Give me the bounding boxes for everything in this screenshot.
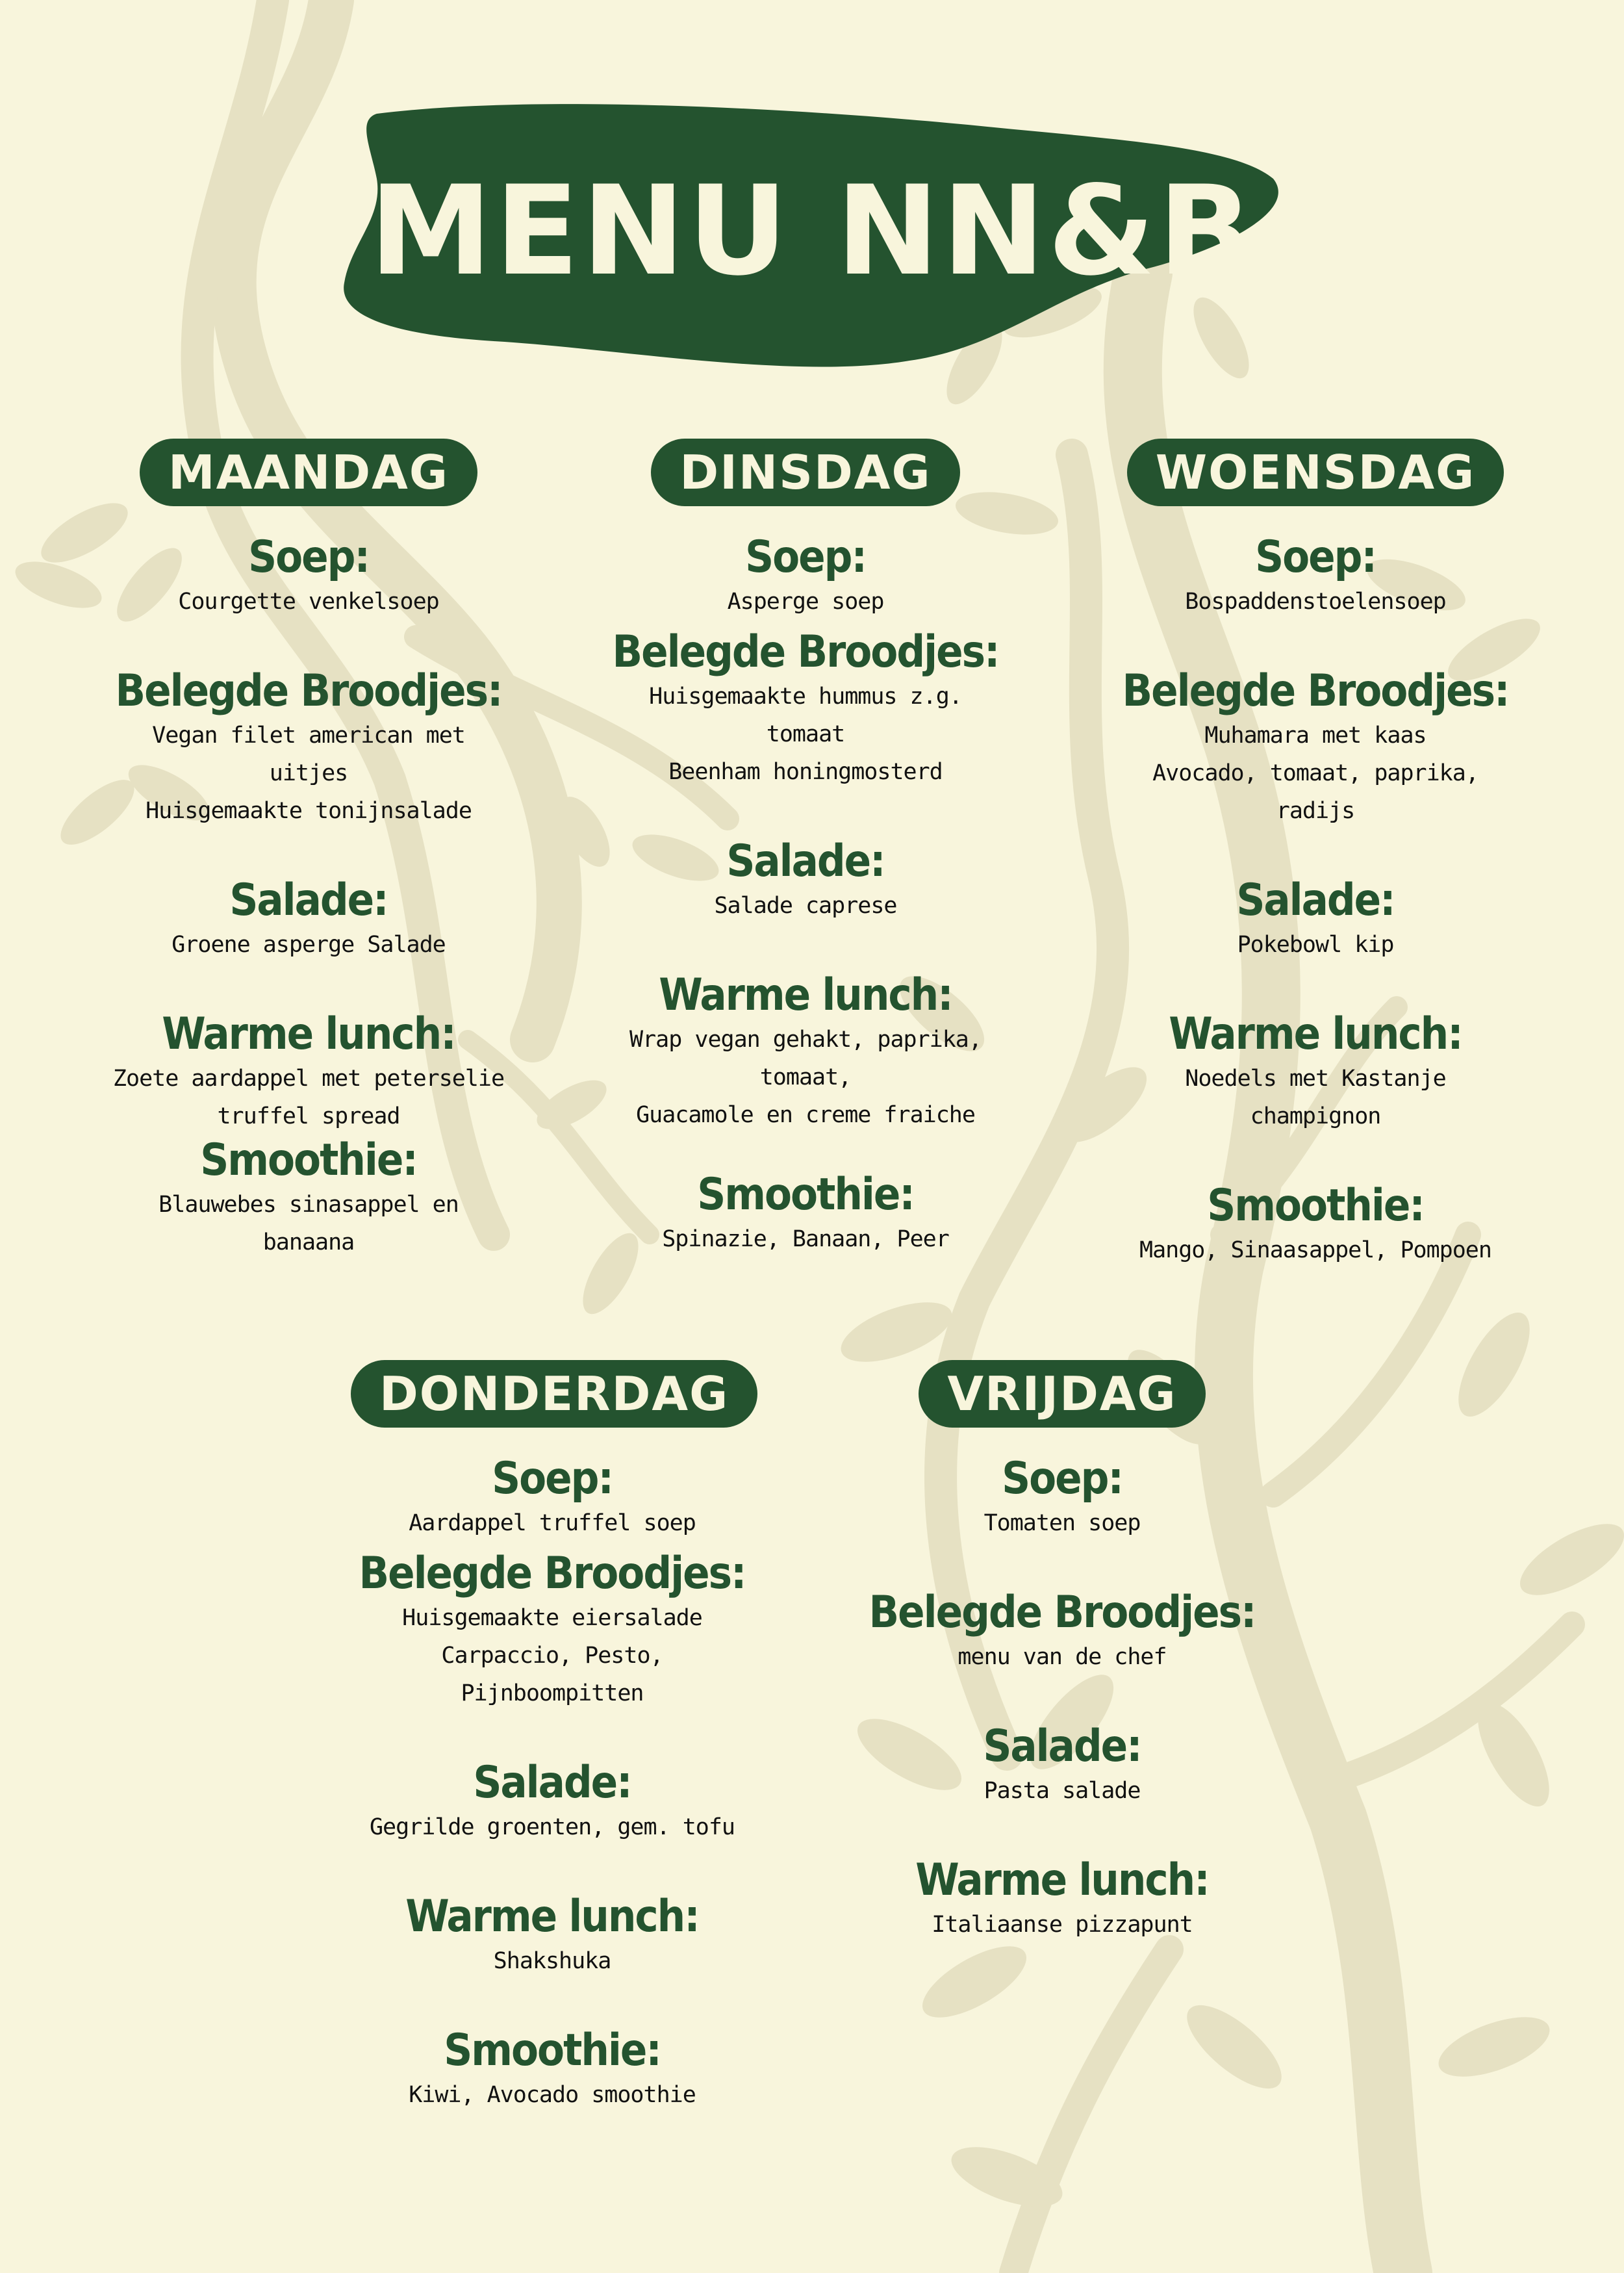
menu-section: [864, 1855, 1260, 1944]
section-label: Belegde Broodjes:: [869, 1587, 1256, 1638]
section-label: Smoothie:: [200, 1135, 417, 1186]
menu-item: Kiwi, Avocado smoothie: [409, 2082, 696, 2108]
section-label: Smoothie:: [444, 2025, 661, 2076]
section-label: Salade:: [229, 875, 388, 926]
section-label: Soep:: [1255, 532, 1376, 583]
menu-item: Blauwebes sinasappel en banaana: [159, 1192, 459, 1255]
menu-section: [351, 1758, 754, 1846]
menu-section: [604, 970, 1007, 1134]
menu-item: Huisgemaakte eiersalade: [402, 1605, 702, 1631]
section-label: Warme lunch:: [915, 1855, 1209, 1906]
menu-item: Vegan filet american met uitjes: [152, 723, 465, 786]
menu-section: [110, 666, 507, 830]
day-column-woensdag: [1117, 439, 1514, 1269]
section-label: Salade:: [983, 1721, 1141, 1772]
menu-item: Huisgemaakte tonijnsalade: [146, 798, 472, 824]
menu-section: [1117, 666, 1514, 830]
menu-section: [604, 627, 1007, 791]
menu-item: Aardappel truffel soep: [409, 1510, 696, 1536]
section-label: Salade:: [726, 836, 885, 887]
day-badge: VRIJDAG: [919, 1360, 1205, 1428]
menu-section: [1117, 1009, 1514, 1135]
menu-section: [110, 1135, 507, 1261]
day-badge: DONDERDAG: [351, 1360, 757, 1428]
menu-item: Italiaanse pizzapunt: [932, 1912, 1193, 1938]
menu-item: Pasta salade: [983, 1778, 1141, 1804]
day-column-donderdag: [351, 1360, 754, 2114]
menu-section: [1117, 532, 1514, 621]
section-label: Belegde Broodjes:: [359, 1548, 746, 1599]
menu-item: Gegrilde groenten, gem. tofu: [369, 1814, 735, 1840]
section-label: Warme lunch:: [1169, 1008, 1462, 1060]
day-badge: MAANDAG: [140, 439, 477, 506]
menu-section: [604, 1170, 1007, 1258]
menu-section: [110, 875, 507, 964]
section-label: Warme lunch:: [659, 970, 952, 1021]
menu-item: Avocado, tomaat, paprika, radijs: [1152, 760, 1478, 824]
menu-item: Mango, Sinaasappel, Pompoen: [1139, 1237, 1491, 1263]
menu-item: truffel spread: [217, 1103, 400, 1129]
section-label: Soep:: [248, 532, 369, 583]
menu-section: [604, 532, 1007, 621]
menu-section: [351, 1548, 754, 1712]
menu-item: Noedels met Kastanje champignon: [1185, 1066, 1446, 1129]
menu-item: Courgette venkelsoep: [178, 589, 439, 615]
menu-section: [864, 1587, 1260, 1676]
menu-item: Pokebowl kip: [1237, 932, 1394, 958]
menu-item: Groene asperge Salade: [171, 932, 446, 958]
day-column-dinsdag: [604, 439, 1007, 1258]
menu-item: Wrap vegan gehakt, paprika, tomaat,: [629, 1027, 982, 1090]
menu-section: [1117, 875, 1514, 964]
menu-item: Huisgemaakte hummus z.g. tomaat: [649, 684, 962, 747]
section-label: Soep:: [745, 532, 866, 583]
menu-item: Bospaddenstoelensoep: [1185, 589, 1446, 615]
menu-section: [110, 1009, 507, 1135]
section-label: Salade:: [1236, 875, 1395, 926]
section-label: Soep:: [1002, 1453, 1123, 1504]
menu-item: Salade caprese: [714, 893, 897, 919]
menu-item: Shakshuka: [493, 1948, 611, 1974]
menu-section: [864, 1721, 1260, 1810]
menu-section: [1117, 1181, 1514, 1269]
menu-item: Spinazie, Banaan, Peer: [662, 1226, 949, 1252]
section-label: Smoothie:: [1207, 1180, 1424, 1231]
section-label: Smoothie:: [697, 1169, 914, 1220]
day-column-vrijdag: [864, 1360, 1260, 1944]
menu-section: [604, 836, 1007, 925]
menu-item: Carpaccio, Pesto, Pijnboompitten: [441, 1643, 663, 1706]
section-label: Warme lunch:: [162, 1008, 455, 1060]
section-label: Warme lunch:: [405, 1891, 699, 1942]
menu-item: Beenham honingmosterd: [668, 759, 943, 785]
menu-item: menu van de chef: [958, 1644, 1167, 1670]
section-label: Belegde Broodjes:: [612, 626, 999, 678]
menu-section: [110, 532, 507, 621]
section-label: Belegde Broodjes:: [1122, 665, 1509, 717]
menu-item: Zoete aardappel met peterselie: [112, 1066, 505, 1092]
menu-item: Tomaten soep: [983, 1510, 1141, 1536]
menu-section: [351, 1454, 754, 1542]
menu-item: Guacamole en creme fraiche: [636, 1102, 975, 1128]
menu-section: [351, 1892, 754, 1980]
menu-section: [351, 2025, 754, 2114]
day-badge: DINSDAG: [651, 439, 959, 506]
menu-item: Asperge soep: [727, 589, 884, 615]
section-label: Salade:: [473, 1757, 631, 1808]
menu-section: [864, 1454, 1260, 1542]
section-label: Soep:: [492, 1453, 613, 1504]
day-badge: WOENSDAG: [1127, 439, 1504, 506]
menu-item: Muhamara met kaas: [1204, 723, 1427, 749]
section-label: Belegde Broodjes:: [115, 665, 502, 717]
day-column-maandag: [110, 439, 507, 1261]
page-title: MENU NN&B: [369, 159, 1255, 303]
